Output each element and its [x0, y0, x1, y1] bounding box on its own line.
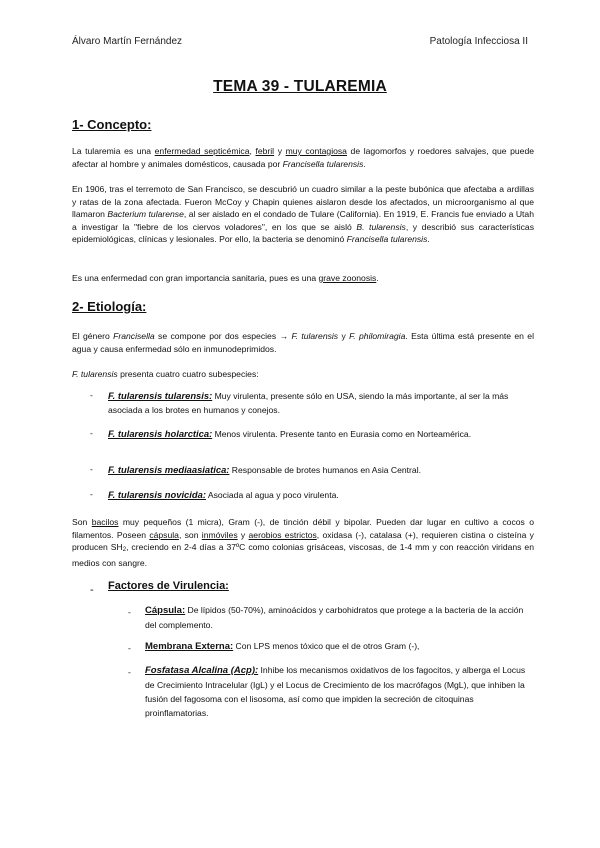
subsection-heading-virulencia: Factores de Virulencia:: [108, 580, 229, 592]
paragraph-concepto-1: La tularemia es una enfermedad septicémica, febril y muy contagiosa de lagomorfos y roedores salvajes, que puede afectar al hombre y animales domésticos, causada por Francisella tularensis.: [72, 146, 535, 169]
list-dash: -: [90, 428, 93, 438]
list-dash: -: [128, 643, 131, 653]
section-heading-concepto: 1- Concepto:: [72, 117, 152, 132]
list-item-virulence-factor: Fosfatasa Alcalina (Acp): Inhibe los mecanismos oxidativos de los fagocitos, y alberga el Locus de Crecimiento Intracelular (IgL) y el Locus de Crecimiento de los macrófagos (MgL), que inhiben la fusión del fagosoma con el lisosoma, así como que impiden la secreción de citoquinas proinflamatorias.: [145, 665, 526, 718]
list-item-subspecies: F. tularensis mediaasiatica: Responsable de brotes humanos en Asia Central.: [108, 464, 421, 475]
list-dash: -: [90, 584, 94, 596]
list-item-virulence-factor: Membrana Externa: Con LPS menos tóxico que el de otros Gram (-),: [145, 641, 420, 652]
list-dash: -: [128, 667, 131, 677]
list-item-virulence-factor: Cápsula: De lípidos (50-70%), aminoácidos y carbohidratos que protege a la bacteria de la acción del complemento.: [145, 605, 524, 630]
list-dash: -: [90, 464, 93, 474]
header-subject: Patología Infecciosa II: [429, 36, 528, 47]
paragraph-etiologia-2: F. tularensis presenta cuatro cuatro subespecies:: [72, 369, 259, 379]
paragraph-concepto-2: En 1906, tras el terremoto de San Francisco, se descubrió un cuadro similar a la peste bubónica que afectaba a ardillas y ratas de la zona afectada. Fueron McCoy y Chapin quienes aislaron desde los afectados, un microorganismo al que llamaron Bacterium tularense, al ser aislado en el condado de Tulare (California). En 1919, E. Francis fue enviado a Utah a investigar la "fiebre de los ciervos voladores", en los que se aisló B. tularensis, y describió sus características epidemiológicas, clínicas y lesionales. Por ello, la bacteria se denominó Francisella tularensis.: [72, 184, 534, 244]
section-heading-etiologia: 2- Etiología:: [72, 299, 147, 314]
list-item-subspecies: F. tularensis tularensis: Muy virulenta, presente sólo en USA, siendo la más importante, al ser la más asociada a los brotes en humanos y conejos.: [108, 390, 509, 415]
list-dash: -: [128, 607, 131, 617]
header-author: Álvaro Martín Fernández: [72, 36, 183, 47]
list-item-subspecies: F. tularensis holarctica: Menos virulenta. Presente tanto en Eurasia como en Norteamérica.: [108, 428, 472, 439]
paragraph-etiologia-1: El género Francisella se compone por dos especies → F. tularensis y F. philomiragia. Esta última está presente en el agua y causa enfermedad sólo en inmunodeprimidos.: [72, 331, 534, 354]
paragraph-concepto-3: Es una enfermedad con gran importancia sanitaria, pues es una grave zoonosis.: [72, 273, 379, 283]
page-title: TEMA 39 - TULAREMIA: [213, 78, 387, 95]
list-dash: -: [90, 489, 93, 499]
list-item-subspecies: F. tularensis novicida: Asociada al agua y poco virulenta.: [108, 489, 339, 500]
paragraph-etiologia-3: Son bacilos muy pequeños (1 micra), Gram (-), de tinción débil y bipolar. Pueden dar lugar en cultivo a cocos o filamentos. Poseen cápsula, son inmóviles y aerobios estrictos, oxidasa (-), catalasa (+), requieren cistina o cisteína y producen SH2, creciendo en 2-4 días a 37ºC como colonias grisáceas, viscosas, de 1-4 mm y con reacción viridans en medios con sangre.: [72, 517, 535, 568]
list-dash: -: [90, 390, 93, 400]
